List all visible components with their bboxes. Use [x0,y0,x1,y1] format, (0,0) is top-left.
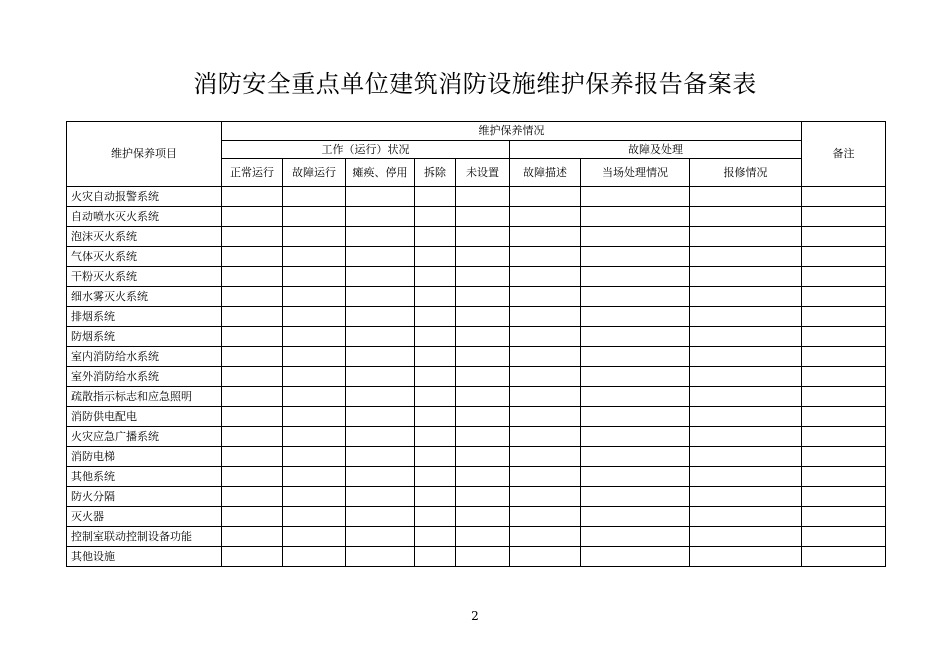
table-cell[interactable] [415,207,456,227]
table-cell[interactable] [690,247,802,267]
table-cell[interactable] [581,187,690,207]
table-cell[interactable] [415,487,456,507]
table-cell[interactable] [581,307,690,327]
row-label: 防烟系统 [67,327,222,347]
table-cell[interactable] [456,487,510,507]
table-row [67,527,886,547]
table-row [67,487,886,507]
table-cell[interactable] [510,547,581,567]
table-cell[interactable] [222,227,283,247]
table-cell[interactable] [690,187,802,207]
table-cell[interactable] [802,467,886,487]
table-cell[interactable] [222,267,283,287]
table-cell[interactable] [456,267,510,287]
table-cell[interactable] [581,247,690,267]
table-cell[interactable] [283,407,346,427]
table-cell[interactable] [283,227,346,247]
table-cell[interactable] [510,527,581,547]
table-row [67,327,886,347]
table-cell[interactable] [802,327,886,347]
table-cell[interactable] [690,447,802,467]
table-cell[interactable] [581,467,690,487]
table-cell[interactable] [802,447,886,467]
table-cell[interactable] [283,307,346,327]
table-cell[interactable] [283,267,346,287]
table-cell[interactable] [283,467,346,487]
table-cell[interactable] [222,407,283,427]
table-cell[interactable] [346,227,415,247]
table-cell[interactable] [283,447,346,467]
table-cell[interactable] [581,207,690,227]
table-cell[interactable] [690,327,802,347]
table-cell[interactable] [283,507,346,527]
table-cell[interactable] [690,367,802,387]
table-cell[interactable] [346,267,415,287]
table-row [67,507,886,527]
table-cell[interactable] [222,287,283,307]
table-cell[interactable] [283,287,346,307]
table-cell[interactable] [690,467,802,487]
table-cell[interactable] [690,407,802,427]
table-cell[interactable] [581,507,690,527]
table-cell[interactable] [510,287,581,307]
table-cell[interactable] [510,507,581,527]
header-maintenance-situation: 维护保养情况 [222,122,802,141]
table-cell[interactable] [346,247,415,267]
table-cell[interactable] [346,547,415,567]
table-cell[interactable] [222,367,283,387]
table-cell[interactable] [222,187,283,207]
table-cell[interactable] [222,327,283,347]
table-cell[interactable] [283,187,346,207]
table-cell[interactable] [415,247,456,267]
table-cell[interactable] [415,387,456,407]
table-cell[interactable] [283,547,346,567]
table-cell[interactable] [456,367,510,387]
document-title: 消防安全重点单位建筑消防设施维护保养报告备案表 [193,70,757,98]
table-cell[interactable] [510,187,581,207]
table-cell[interactable] [802,387,886,407]
table-cell[interactable] [222,467,283,487]
table-cell[interactable] [690,387,802,407]
table-cell[interactable] [346,527,415,547]
table-cell[interactable] [510,487,581,507]
table-cell[interactable] [581,347,690,367]
table-cell[interactable] [283,247,346,267]
table-cell[interactable] [346,187,415,207]
table-cell[interactable] [510,427,581,447]
table-cell[interactable] [415,267,456,287]
row-label: 自动喷水灭火系统 [67,207,222,227]
table-cell[interactable] [222,207,283,227]
table-cell[interactable] [346,307,415,327]
table-cell[interactable] [222,507,283,527]
table-cell[interactable] [581,267,690,287]
table-row [67,267,886,287]
table-cell[interactable] [802,267,886,287]
row-label: 控制室联动控制设备功能 [67,527,222,547]
table-cell[interactable] [346,287,415,307]
row-label: 火灾应急广播系统 [67,427,222,447]
table-cell[interactable] [581,287,690,307]
table-cell[interactable] [346,467,415,487]
table-cell[interactable] [346,347,415,367]
header-work-status: 工作（运行）状况 [222,141,510,159]
table-cell[interactable] [415,327,456,347]
table-cell[interactable] [283,527,346,547]
row-label: 消防供电配电 [67,407,222,427]
table-cell[interactable] [415,407,456,427]
table-row [67,187,886,207]
table-row [67,207,886,227]
table-row [67,547,886,567]
table-cell[interactable] [581,547,690,567]
table-cell[interactable] [415,527,456,547]
header-item-column: 维护保养项目 [67,122,222,187]
header-col-fault-description: 故障描述 [510,159,581,187]
row-label: 消防电梯 [67,447,222,467]
table-cell[interactable] [346,387,415,407]
table-cell[interactable] [802,427,886,447]
header-col-repair-report: 报修情况 [690,159,802,187]
table-cell[interactable] [222,427,283,447]
row-label: 气体灭火系统 [67,247,222,267]
table-cell[interactable] [802,527,886,547]
table-cell[interactable] [415,307,456,327]
table-cell[interactable] [222,387,283,407]
table-cell[interactable] [690,267,802,287]
table-row [67,447,886,467]
table-row [67,387,886,407]
row-label: 排烟系统 [67,307,222,327]
table-cell[interactable] [222,307,283,327]
table-cell[interactable] [802,347,886,367]
table-cell[interactable] [802,207,886,227]
table-row [67,347,886,367]
table-cell[interactable] [283,347,346,367]
table-cell[interactable] [510,447,581,467]
table-cell[interactable] [456,447,510,467]
table-cell[interactable] [510,307,581,327]
table-cell[interactable] [802,227,886,247]
table-cell[interactable] [283,367,346,387]
table-cell[interactable] [222,447,283,467]
table-cell[interactable] [346,427,415,447]
row-label: 泡沫灭火系统 [67,227,222,247]
table-cell[interactable] [510,387,581,407]
row-label: 灭火器 [67,507,222,527]
table-cell[interactable] [456,427,510,447]
table-cell[interactable] [456,247,510,267]
table-cell[interactable] [802,547,886,567]
table-cell[interactable] [690,487,802,507]
table-cell[interactable] [415,227,456,247]
table-cell[interactable] [222,347,283,367]
table-cell[interactable] [456,507,510,527]
header-col-fault-running: 故障运行 [283,159,346,187]
table-cell[interactable] [456,347,510,367]
table-cell[interactable] [510,247,581,267]
table-cell[interactable] [581,487,690,507]
table-cell[interactable] [456,547,510,567]
table-cell[interactable] [510,227,581,247]
header-col-not-set: 未设置 [456,159,510,187]
table-cell[interactable] [456,527,510,547]
row-label: 干粉灭火系统 [67,267,222,287]
table-cell[interactable] [346,487,415,507]
table-cell[interactable] [690,547,802,567]
row-label: 室外消防给水系统 [67,367,222,387]
table-row [67,467,886,487]
header-col-removed: 拆除 [415,159,456,187]
row-label: 其他设施 [67,547,222,567]
table-row [67,287,886,307]
table-cell[interactable] [456,207,510,227]
table-row [67,367,886,387]
table-cell[interactable] [415,367,456,387]
table-cell[interactable] [690,287,802,307]
table-cell[interactable] [510,467,581,487]
row-label: 防火分隔 [67,487,222,507]
table-cell[interactable] [510,407,581,427]
page-number: 2 [471,609,479,623]
table-cell[interactable] [456,287,510,307]
table-cell[interactable] [802,247,886,267]
table-cell[interactable] [802,287,886,307]
table-cell[interactable] [581,407,690,427]
table-cell[interactable] [690,347,802,367]
table-cell[interactable] [510,207,581,227]
table-cell[interactable] [415,187,456,207]
table-cell[interactable] [581,227,690,247]
table-cell[interactable] [581,387,690,407]
table-cell[interactable] [802,487,886,507]
table-cell[interactable] [222,527,283,547]
table-cell[interactable] [456,227,510,247]
table-row [67,407,886,427]
table-cell[interactable] [510,267,581,287]
table-cell[interactable] [510,327,581,347]
table-cell[interactable] [690,507,802,527]
table-row [67,247,886,267]
table-cell[interactable] [222,547,283,567]
table-cell[interactable] [581,367,690,387]
table-cell[interactable] [690,427,802,447]
table-cell[interactable] [346,207,415,227]
maintenance-report-table [66,121,886,567]
table-cell[interactable] [415,427,456,447]
table-cell[interactable] [581,327,690,347]
table-cell[interactable] [415,507,456,527]
table-row [67,307,886,327]
table-cell[interactable] [283,487,346,507]
table-cell[interactable] [415,447,456,467]
table-cell[interactable] [802,187,886,207]
table-cell[interactable] [456,387,510,407]
table-cell[interactable] [581,527,690,547]
table-row [67,227,886,247]
table-cell[interactable] [283,427,346,447]
table-cell[interactable] [456,307,510,327]
table-cell[interactable] [581,427,690,447]
table-cell[interactable] [456,467,510,487]
table-cell[interactable] [346,327,415,347]
table-cell[interactable] [415,467,456,487]
table-cell[interactable] [690,227,802,247]
table-cell[interactable] [222,487,283,507]
table-cell[interactable] [346,367,415,387]
header-col-normal: 正常运行 [222,159,283,187]
table-cell[interactable] [802,367,886,387]
row-label: 火灾自动报警系统 [67,187,222,207]
row-label: 细水雾灭火系统 [67,287,222,307]
header-fault-handling: 故障及处理 [510,141,802,159]
row-label: 疏散指示标志和应急照明 [67,387,222,407]
table-cell[interactable] [802,307,886,327]
header-remarks: 备注 [802,122,886,187]
table-cell[interactable] [222,247,283,267]
table-cell[interactable] [415,287,456,307]
table-cell[interactable] [510,347,581,367]
table-cell[interactable] [690,307,802,327]
header-col-onsite-handling: 当场处理情况 [581,159,690,187]
table-cell[interactable] [456,187,510,207]
table-cell[interactable] [283,387,346,407]
table-cell[interactable] [346,407,415,427]
table-cell[interactable] [346,507,415,527]
row-label: 其他系统 [67,467,222,487]
table-cell[interactable] [415,547,456,567]
table-cell[interactable] [802,407,886,427]
table-cell[interactable] [346,447,415,467]
table-cell[interactable] [456,327,510,347]
table-cell[interactable] [581,447,690,467]
table-cell[interactable] [510,367,581,387]
table-cell[interactable] [283,207,346,227]
table-cell[interactable] [283,327,346,347]
table-cell[interactable] [802,507,886,527]
table-cell[interactable] [690,527,802,547]
table-cell[interactable] [415,347,456,367]
header-col-paralyzed: 瘫痪、停用 [346,159,415,187]
table-row [67,427,886,447]
row-label: 室内消防给水系统 [67,347,222,367]
table-cell[interactable] [456,407,510,427]
table-cell[interactable] [690,207,802,227]
